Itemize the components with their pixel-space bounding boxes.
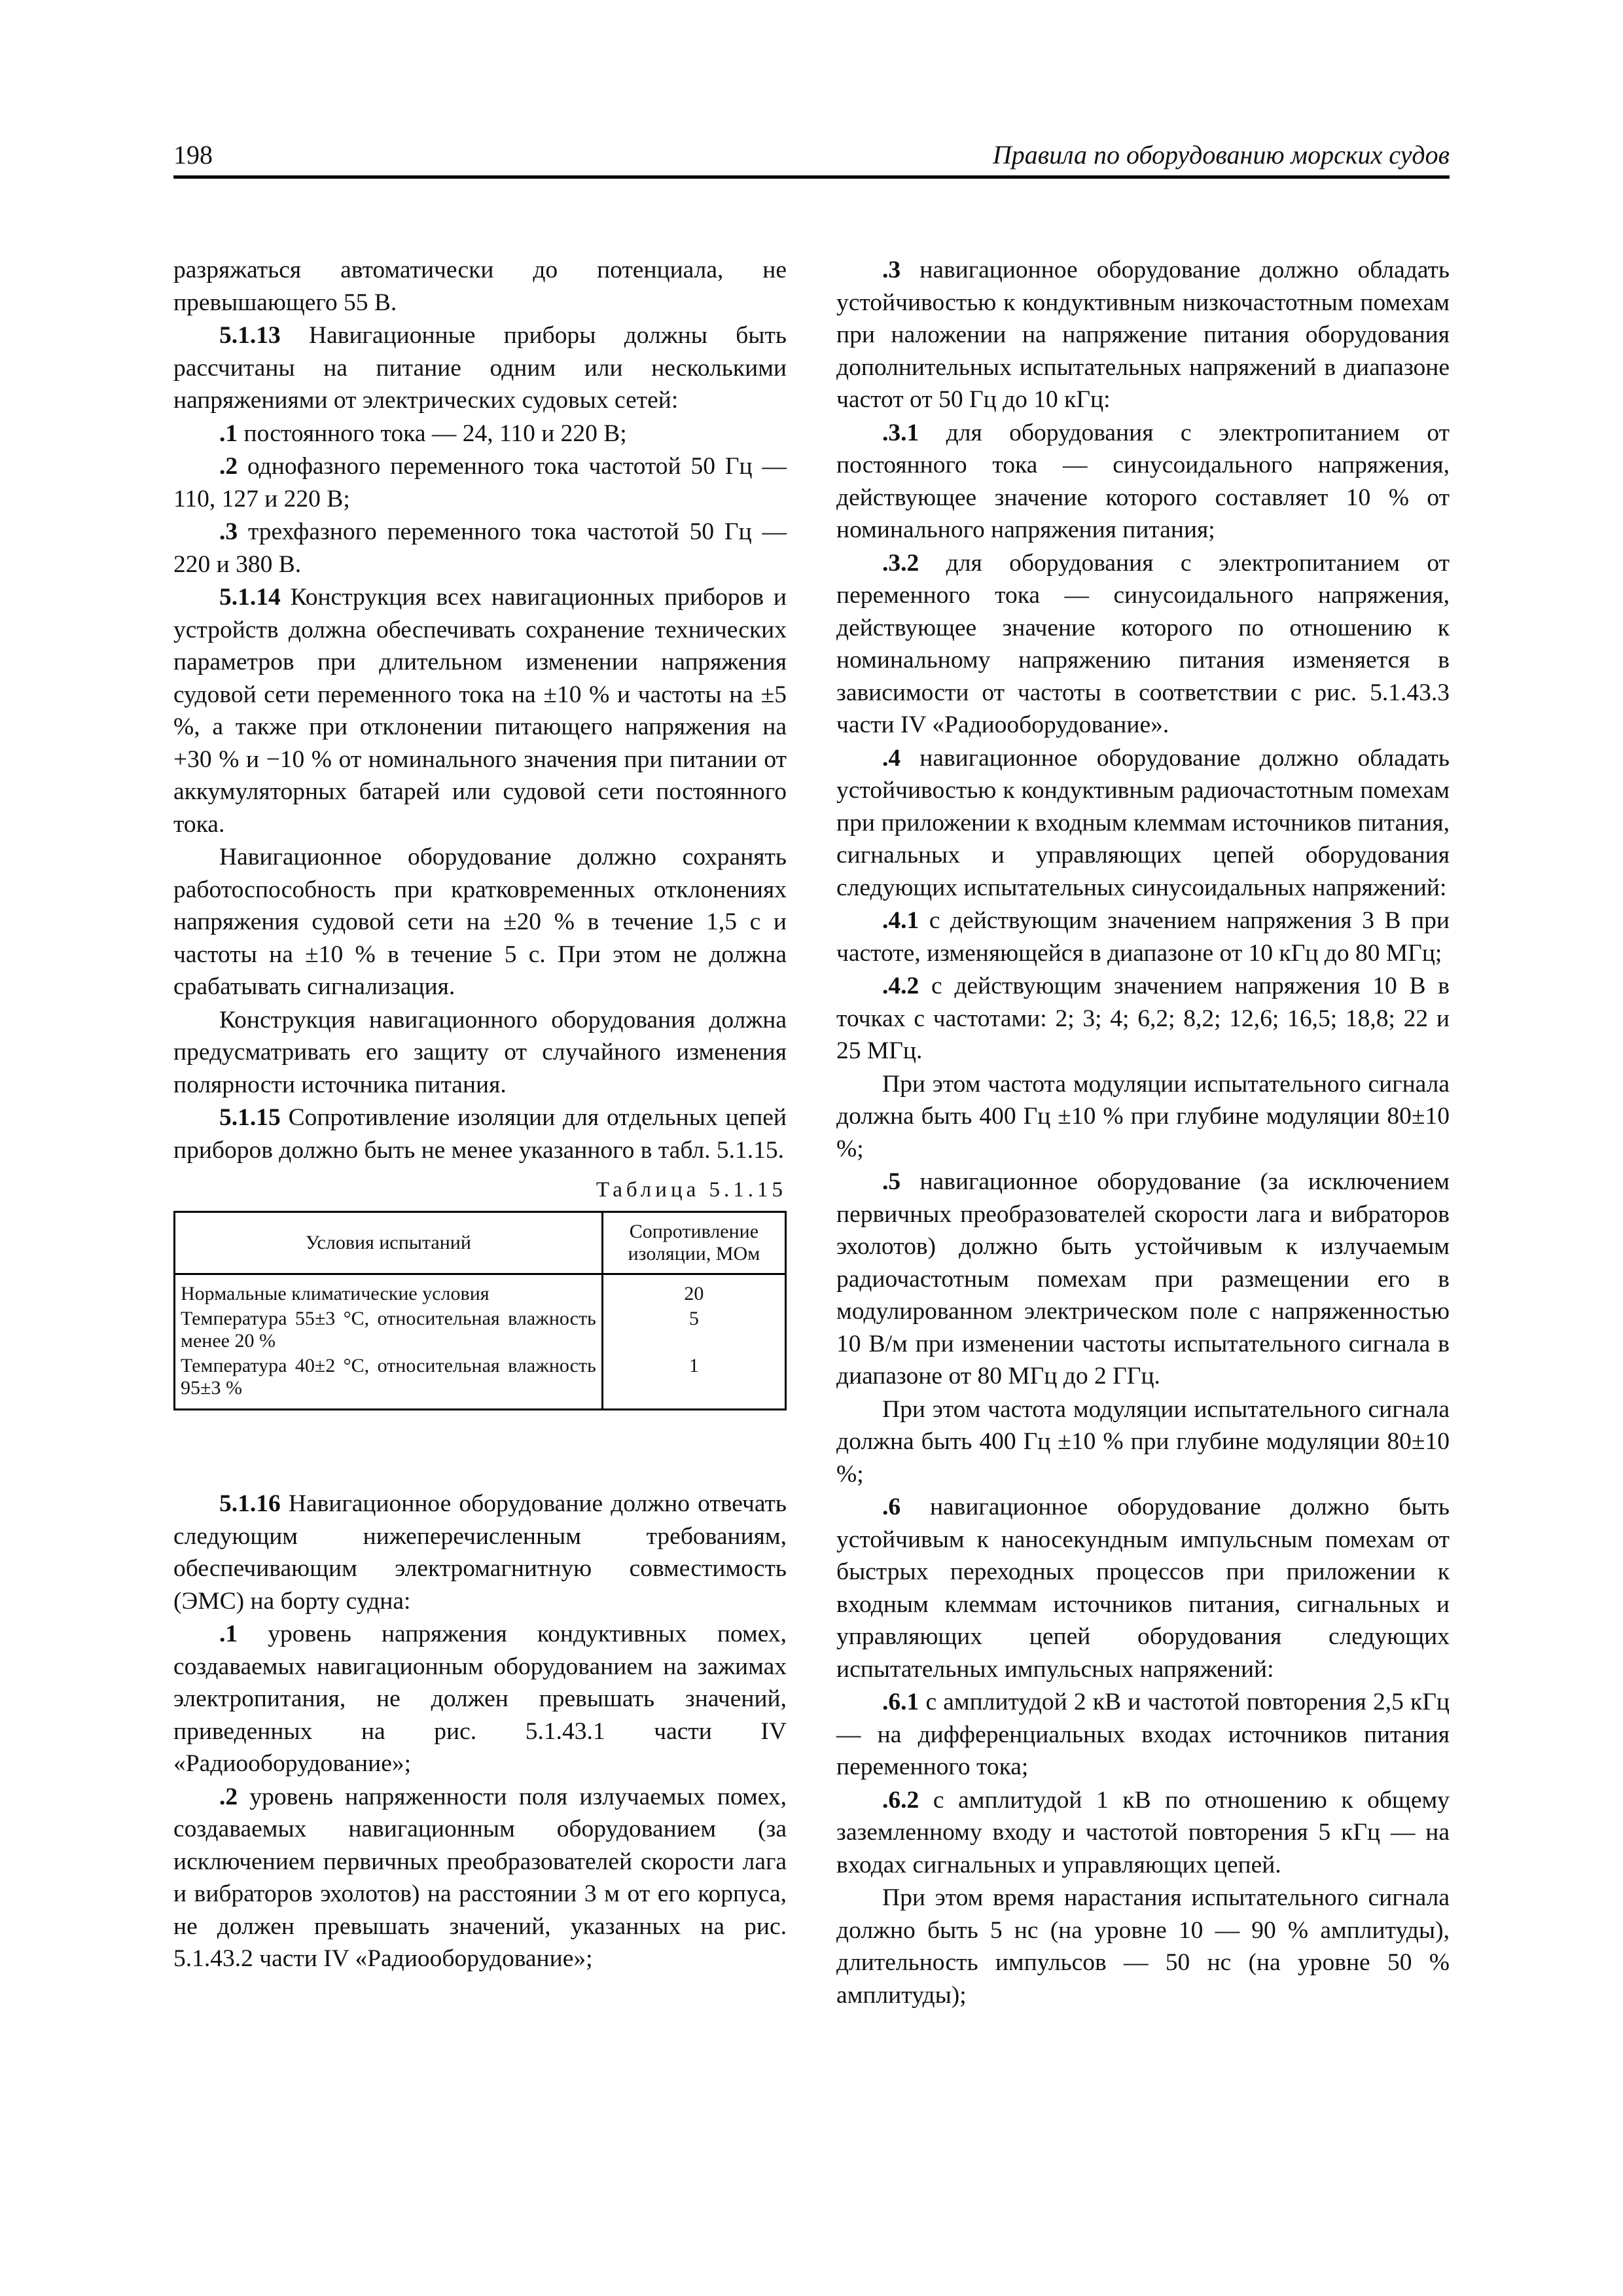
item-number: .3.2 [882, 549, 919, 577]
item-text: для оборудования с электропитанием от постоянного тока — синусоидального напряжения, действующее значение которого составляет 10 % от номинального напряжения питания; [836, 419, 1450, 543]
item-text: навигационное оборудование должно обладать устойчивостью к кондуктивным низкочастотным помехам при наложении на напряжение питания оборудования дополнительных испытательных напряжений в диапазоне частот от 50 Гц до 10 кГц: [836, 257, 1450, 413]
list-item [836, 1166, 1450, 1393]
paragraph: разряжаться автоматически до потенциала, не превышающего 55 В. [173, 257, 787, 316]
item-text: навигационное оборудование (за исключением первичных преобразователей скорости лага и вибраторов эхолотов) должно быть устойчивым к излучаемым радиочастотным помехам при размещении его в модулированном электрическом поле с напряженностью 10 В/м при изменении частоты испытательного сигнала в диапазоне от 80 МГц до 2 ГГц. [836, 1168, 1450, 1390]
item-text: для оборудования с электропитанием от переменного тока — синусоидального напряжения, действующее значение которого по отношению к номинальному напряжению питания изменяется в зависимости от частоты в соответствии с рис. 5.1.43.3 части IV «Радиооборудование». [836, 549, 1450, 738]
item-text: с амплитудой 2 кВ и частотой повторения 2,5 кГц — на дифференциальных входах источников питания переменного тока; [836, 1689, 1450, 1780]
item-number: .5 [882, 1168, 901, 1195]
item-text: уровень напряжения кондуктивных помех, создаваемых навигационным оборудованием на зажимах электропитания, не должен превышать значений, приведенных на рис. 5.1.43.1 части IV «Радиооборудование»; [173, 1621, 787, 1777]
item-text: уровень напряженности поля излучаемых помех, создаваемых навигационным оборудованием (за исключением первичных преобразователей скорости лага и вибраторов эхолотов) на расстоянии 3 м от его корпуса, не должен превышать значений, указанных на рис. 5.1.43.2 части IV «Радиооборудование»; [173, 1783, 787, 1972]
clause-number: 5.1.16 [219, 1490, 281, 1517]
paragraph-5-1-15 [173, 1102, 787, 1166]
clause-number: 5.1.15 [219, 1104, 281, 1131]
item-number: .6 [882, 1494, 901, 1520]
table-header-resistance: Сопротивление изоляции, МОм [602, 1212, 785, 1274]
list-item [173, 450, 787, 515]
item-number: .3 [219, 518, 238, 545]
table-row [175, 1274, 786, 1307]
list-item [836, 742, 1450, 905]
item-number: .3.1 [882, 419, 919, 446]
clause-number: 5.1.14 [219, 584, 281, 611]
item-number: .4.1 [882, 907, 919, 934]
header-rule [173, 175, 1450, 179]
item-number: .2 [219, 1783, 238, 1810]
page-number: 198 [173, 140, 213, 170]
clause-text: Навигационное оборудование должно отвечать следующим нижеперечисленным требованиям, обеспечивающим электромагнитную совместимость (ЭМС) на борту судна: [173, 1490, 787, 1615]
list-item [836, 905, 1450, 969]
left-column [173, 254, 787, 1976]
paragraph: При этом частота модуляции испытательного сигнала должна быть 400 Гц ±10 % при глубине модуляции 80±10 %; [836, 1395, 1450, 1488]
table-header-conditions: Условия испытаний [175, 1212, 603, 1274]
paragraph-5-1-13 [173, 319, 787, 417]
table-cell-condition: Температура 40±2 °С, относительная влажность 95±3 % [175, 1354, 603, 1410]
list-item [836, 417, 1450, 547]
table-row [175, 1354, 786, 1410]
list-item [173, 516, 787, 581]
running-title: Правила по оборудованию морских судов [992, 140, 1450, 170]
item-text: навигационное оборудование должно обладать устойчивостью к кондуктивным радиочастотным помехам при приложении к входным клеммам источников питания, сигнальных и управляющих цепей оборудования следующих испытательных синусоидальных напряжений: [836, 744, 1450, 901]
item-number: .2 [219, 453, 238, 480]
item-number: .6.2 [882, 1786, 919, 1814]
paragraph: При этом время нарастания испытательного сигнала должно быть 5 нс (на уровне 10 — 90 % амплитуды), длительность импульсов — 50 нс (на уровне 50 % амплитуды); [836, 1884, 1450, 2009]
item-number: .4.2 [882, 973, 919, 999]
table-caption: Таблица 5.1.15 [596, 1178, 787, 1202]
item-text: постоянного тока — 24, 110 и 220 В; [238, 420, 627, 447]
item-text: трехфазного переменного тока частотой 50 Гц — 220 и 380 В. [173, 518, 787, 578]
table-row [175, 1306, 786, 1354]
list-item [836, 254, 1450, 416]
clause-text: Навигационные приборы должны быть рассчитаны на питание одним или несколькими напряжениями от электрических судовых сетей: [173, 322, 787, 414]
table-cell-condition: Температура 55±3 °С, относительная влажность менее 20 % [175, 1306, 603, 1354]
list-item [836, 1784, 1450, 1882]
list-item [836, 1491, 1450, 1685]
right-column [836, 254, 1450, 2012]
paragraph: Конструкция навигационного оборудования должна предусматривать его защиту от случайного изменения полярности источника питания. [173, 1006, 787, 1098]
item-text: с действующим значением напряжения 3 В при частоте, изменяющейся в диапазоне от 10 кГц до 80 МГц; [836, 907, 1450, 967]
paragraph-5-1-16 [173, 1488, 787, 1617]
list-item [173, 1618, 787, 1780]
item-number: .6.1 [882, 1689, 919, 1715]
table-cell-value: 1 [602, 1354, 785, 1410]
table-cell-value: 20 [602, 1274, 785, 1307]
paragraph: Навигационное оборудование должно сохранять работоспособность при кратковременных отклонениях напряжения судовой сети на ±20 % в течение 1,5 с и частоты на ±10 % в течение 5 с. При этом не должна срабатывать сигнализация. [173, 844, 787, 1000]
table-cell-condition: Нормальные климатические условия [175, 1274, 603, 1307]
section-5-1-16 [173, 1488, 787, 1975]
item-number: .3 [882, 257, 901, 283]
table-cell-value: 5 [602, 1306, 785, 1354]
item-number: .1 [219, 420, 238, 447]
list-item [173, 1781, 787, 1975]
list-item [836, 970, 1450, 1067]
item-text: с амплитудой 1 кВ по отношению к общему заземленному входу и частотой повторения 5 кГц — на входах сигнальных и управляющих цепей. [836, 1786, 1450, 1878]
list-item [173, 418, 787, 450]
clause-text: Сопротивление изоляции для отдельных цепей приборов должно быть не менее указанного в табл. 5.1.15. [173, 1104, 787, 1164]
clause-number: 5.1.13 [219, 322, 281, 349]
item-number: .1 [219, 1621, 238, 1647]
paragraph: При этом частота модуляции испытательного сигнала должна быть 400 Гц ±10 % при глубине модуляции 80±10 %; [836, 1070, 1450, 1162]
table-header-row [175, 1212, 786, 1274]
item-text: однофазного переменного тока частотой 50 Гц — 110, 127 и 220 В; [173, 453, 787, 512]
clause-text: Конструкция всех навигационных приборов и устройств должна обеспечивать сохранение технических параметров при длительном изменении напряжения судовой сети переменного тока на ±10 % и частоты на ±5 %, а также при отклонении питающего напряжения на +30 % и −10 % от номинального значения при питании от аккумуляторных батарей или судовой сети постоянного тока. [173, 584, 787, 838]
list-item [836, 547, 1450, 742]
insulation-table [173, 1211, 787, 1410]
paragraph-5-1-14 [173, 581, 787, 840]
item-text: с действующим значением напряжения 10 В в точках с частотами: 2; 3; 4; 6,2; 8,2; 12,6; 16,5; 18,8; 22 и 25 МГц. [836, 973, 1450, 1064]
list-item [836, 1686, 1450, 1784]
item-number: .4 [882, 744, 901, 772]
item-text: навигационное оборудование должно быть устойчивым к наносекундным импульсным помехам от быстрых переходных процессов при приложении к входным клеммам источников питания, сигнальных и управляющих цепей оборудования следующих испытательных импульсных напряжений: [836, 1494, 1450, 1683]
